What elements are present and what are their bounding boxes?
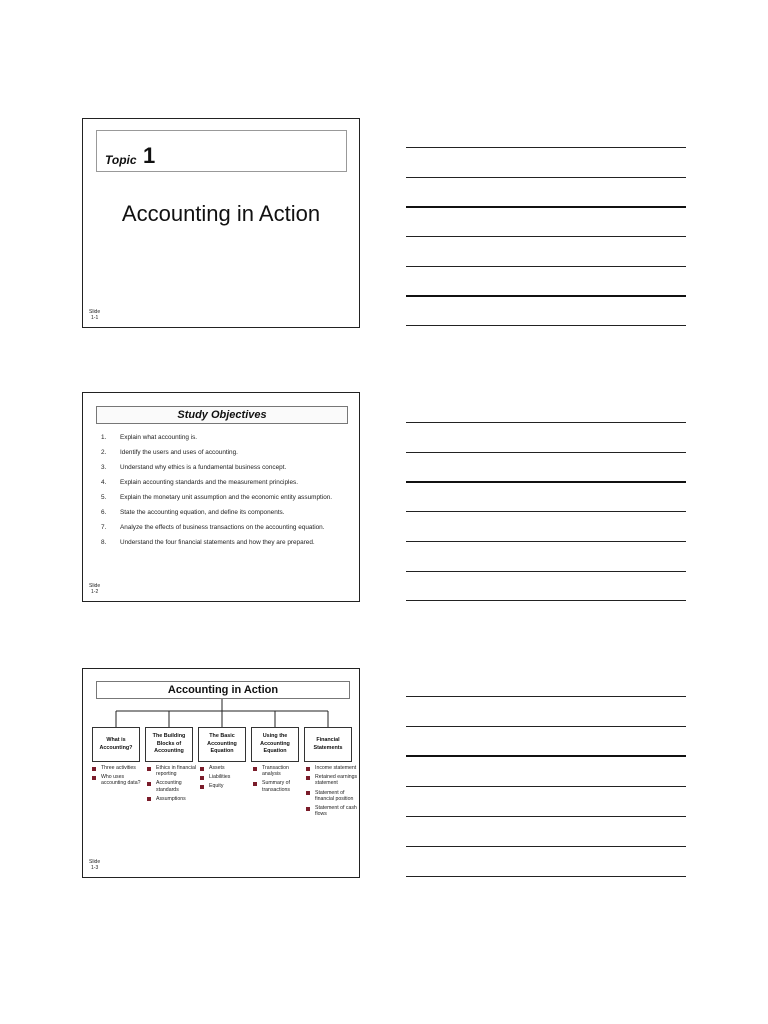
bullet-item: Summary of transactions: [253, 780, 305, 792]
bullet-item: Accounting standards: [147, 780, 199, 792]
topic-word: Topic: [105, 153, 137, 167]
bullets-what-is-accounting: [92, 765, 144, 790]
objective-num: 3.: [101, 464, 107, 471]
chapter-title: Accounting in Action: [167, 684, 279, 696]
objectives-title: Study Objectives: [177, 409, 267, 421]
objective-text: Explain what accounting is.: [120, 434, 198, 441]
objective-num: 4.: [101, 479, 107, 486]
bullet-item: Liabilities: [200, 774, 252, 780]
topic-number: 1: [143, 143, 156, 168]
note-line: [406, 325, 686, 326]
note-line: [406, 147, 686, 148]
objective-num: 6.: [101, 509, 107, 516]
bullet-item: Three activities: [92, 765, 144, 771]
note-line: [406, 177, 686, 178]
note-line: [406, 786, 686, 787]
note-line: [406, 600, 686, 601]
slide-label: Slide: [89, 309, 101, 315]
objectives-list: [101, 433, 341, 553]
objective-item: [101, 478, 341, 488]
objective-text: Understand the four financial statements and how they are prepared.: [120, 539, 315, 546]
objective-item: [101, 523, 341, 533]
objective-text: Understand why ethics is a fundamental business concept.: [120, 464, 287, 471]
node-financial-statements: Financial Statements: [304, 727, 352, 762]
slide-title: Accounting in Action: [121, 201, 321, 226]
note-line: [406, 876, 686, 877]
objectives-title-box: [96, 406, 348, 424]
note-line: [406, 206, 686, 208]
objective-item: [101, 448, 341, 458]
objective-num: 1.: [101, 434, 107, 441]
objective-num: 7.: [101, 524, 107, 531]
objective-text: State the accounting equation, and define its components.: [120, 509, 285, 516]
bullet-item: Retained earnings statement: [306, 774, 358, 786]
bullets-financial-statements: [306, 765, 358, 820]
slide-number: [89, 583, 100, 595]
objective-num: 2.: [101, 449, 107, 456]
note-line: [406, 481, 686, 483]
bullet-item: Assets: [200, 765, 252, 771]
node-using-equation: Using the Accounting Equation: [251, 727, 299, 762]
slide-number: [89, 859, 100, 871]
note-line: [406, 295, 686, 297]
bullet-item: Transaction analysis: [253, 765, 305, 777]
note-line: [406, 755, 686, 757]
objective-text: Explain accounting standards and the measurement principles.: [120, 479, 298, 486]
bullet-item: Statement of cash flows: [306, 805, 358, 817]
objective-item: [101, 463, 341, 473]
slide-label: Slide: [89, 859, 101, 865]
note-line: [406, 846, 686, 847]
objective-text: Analyze the effects of business transactions on the accounting equation.: [120, 524, 325, 531]
note-line: [406, 511, 686, 512]
bullet-item: Who uses accounting data?: [92, 774, 144, 786]
bullet-item: Ethics in financial reporting: [147, 765, 199, 777]
objective-item: [101, 493, 341, 503]
note-line: [406, 452, 686, 453]
node-basic-equation: The Basic Accounting Equation: [198, 727, 246, 762]
bullet-item: Statement of financial position: [306, 790, 358, 802]
objective-num: 8.: [101, 539, 107, 546]
note-line: [406, 236, 686, 237]
slide-num: 1-3: [91, 865, 99, 871]
note-line: [406, 571, 686, 572]
objective-item: [101, 508, 341, 518]
objective-num: 5.: [101, 494, 107, 501]
note-line: [406, 696, 686, 697]
slide-number: [89, 309, 100, 321]
note-line: [406, 726, 686, 727]
objective-item: [101, 538, 341, 548]
note-line: [406, 422, 686, 423]
slide-num: 1-1: [91, 315, 99, 321]
node-what-is-accounting: What is Accounting?: [92, 727, 140, 762]
slide-label: Slide: [89, 583, 101, 589]
objective-text: Identify the users and uses of accounting.: [120, 449, 238, 456]
bullets-using-equation: [253, 765, 305, 796]
objective-item: [101, 433, 341, 443]
objective-text: Explain the monetary unit assumption and the economic entity assumption.: [120, 494, 333, 501]
bullets-building-blocks: [147, 765, 199, 805]
node-building-blocks: The Building Blocks of Accounting: [145, 727, 193, 762]
slide-3: [82, 668, 360, 878]
bullets-basic-equation: [200, 765, 252, 793]
bullet-item: Equity: [200, 783, 252, 789]
note-line: [406, 541, 686, 542]
note-line: [406, 266, 686, 267]
slide-num: 1-2: [91, 589, 99, 595]
slide-1: [82, 118, 360, 328]
note-line: [406, 816, 686, 817]
topic-box: [96, 130, 347, 172]
bullet-item: Assumptions: [147, 796, 199, 802]
bullet-item: Income statement: [306, 765, 358, 771]
slide-2: [82, 392, 360, 602]
